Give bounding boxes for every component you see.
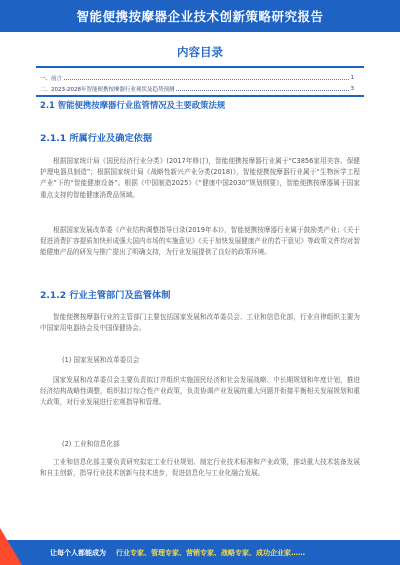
body-paragraph: 智能便携按摩器行业的主管部门主要包括国家发展和改革委员会、工业和信息化部，行业自律组织主要为中国家用电器协会及中国保健协会。 — [40, 313, 360, 333]
body-paragraph: 工业和信息化部主要负责研究拟定工业行业规划、制定行业技术标准和产业政策，推动重大技术装备发展和自主创新，指导行业技术创新与技术进步，促进信息化与工业化融合发展。 — [40, 458, 360, 478]
toc-leader-dots — [64, 76, 348, 80]
section-heading-2-1: 2.1 智能便携按摩器行业监管情况及主要政策法规 — [40, 100, 226, 110]
toc-top-divider — [36, 66, 364, 68]
footer-corner-accent — [0, 528, 22, 565]
toc-bottom-divider — [36, 95, 364, 97]
body-paragraph: 根据国家统计局《国民经济行业分类》(2017年修订)，智能便携按摩器行业属于“C3856家用美容、保健护理电器具制造”；根据国家统计局《战略性新兴产业分类(2018)》，智能便携按摩器行业属于“生物医学工程产业”下的“智能健康设备”。根据《中国制造2025》《“健康中国2030”规划纲要》，智能便携按摩器属于国家重点支持的智能健康消费品领域。 — [40, 157, 360, 199]
report-title: 智能便携按摩器企业技术创新策略研究报告 — [76, 9, 324, 24]
toc-title: 内容目录 — [177, 45, 223, 59]
section-heading-2-1-2: 2.1.2 行业主管部门及监管体制 — [40, 290, 171, 301]
footer-roles: 行业专家、管理专家、营销专家、战略专家、成功企业家…… — [116, 548, 305, 557]
report-header — [0, 0, 400, 32]
toc-entry-page: 1 — [350, 75, 354, 81]
section-heading-2-1-1: 2.1.1 所属行业及确定依据 — [40, 133, 153, 144]
toc-entry-label: 二、2023-2028年智能便携按摩器行业现状及趋势预测 — [40, 87, 175, 93]
subsection-label: (1) 国家发展和改革委员会 — [62, 356, 140, 364]
toc-leader-dots — [176, 87, 348, 91]
toc-entry[interactable] — [40, 74, 354, 82]
toc-entry[interactable] — [40, 85, 354, 93]
footer-slogan: 让每个人都能成为 — [50, 548, 106, 557]
toc-entry-label: 一、前言 — [40, 76, 63, 82]
body-paragraph: 根据国家发展改革委《产业结构调整指导目录(2019年本)》，智能便携按摩器行业属于鼓励类产业；《关于促进消费扩容提质加快形成强大国内市场的实施意见》《关于加快发展健康产业的若干意见》等政策文件均对智能健康产品的研发与推广提出了明确支持，为行业发展提供了良好的政策环境。 — [40, 226, 360, 257]
report-footer-banner — [0, 540, 400, 565]
subsection-label: (2) 工业和信息化部 — [62, 440, 120, 448]
body-paragraph: 国家发展和改革委员会主要负责拟订并组织实施国民经济和社会发展战略、中长期规划和年度计划，推进经济结构战略性调整，组织拟订综合性产业政策，负责协调产业发展的重大问题并衔接平衡相关发展规划和重大政策，对行业发展进行宏观指导和管理。 — [40, 376, 360, 407]
toc-entry-page: 3 — [350, 86, 354, 92]
